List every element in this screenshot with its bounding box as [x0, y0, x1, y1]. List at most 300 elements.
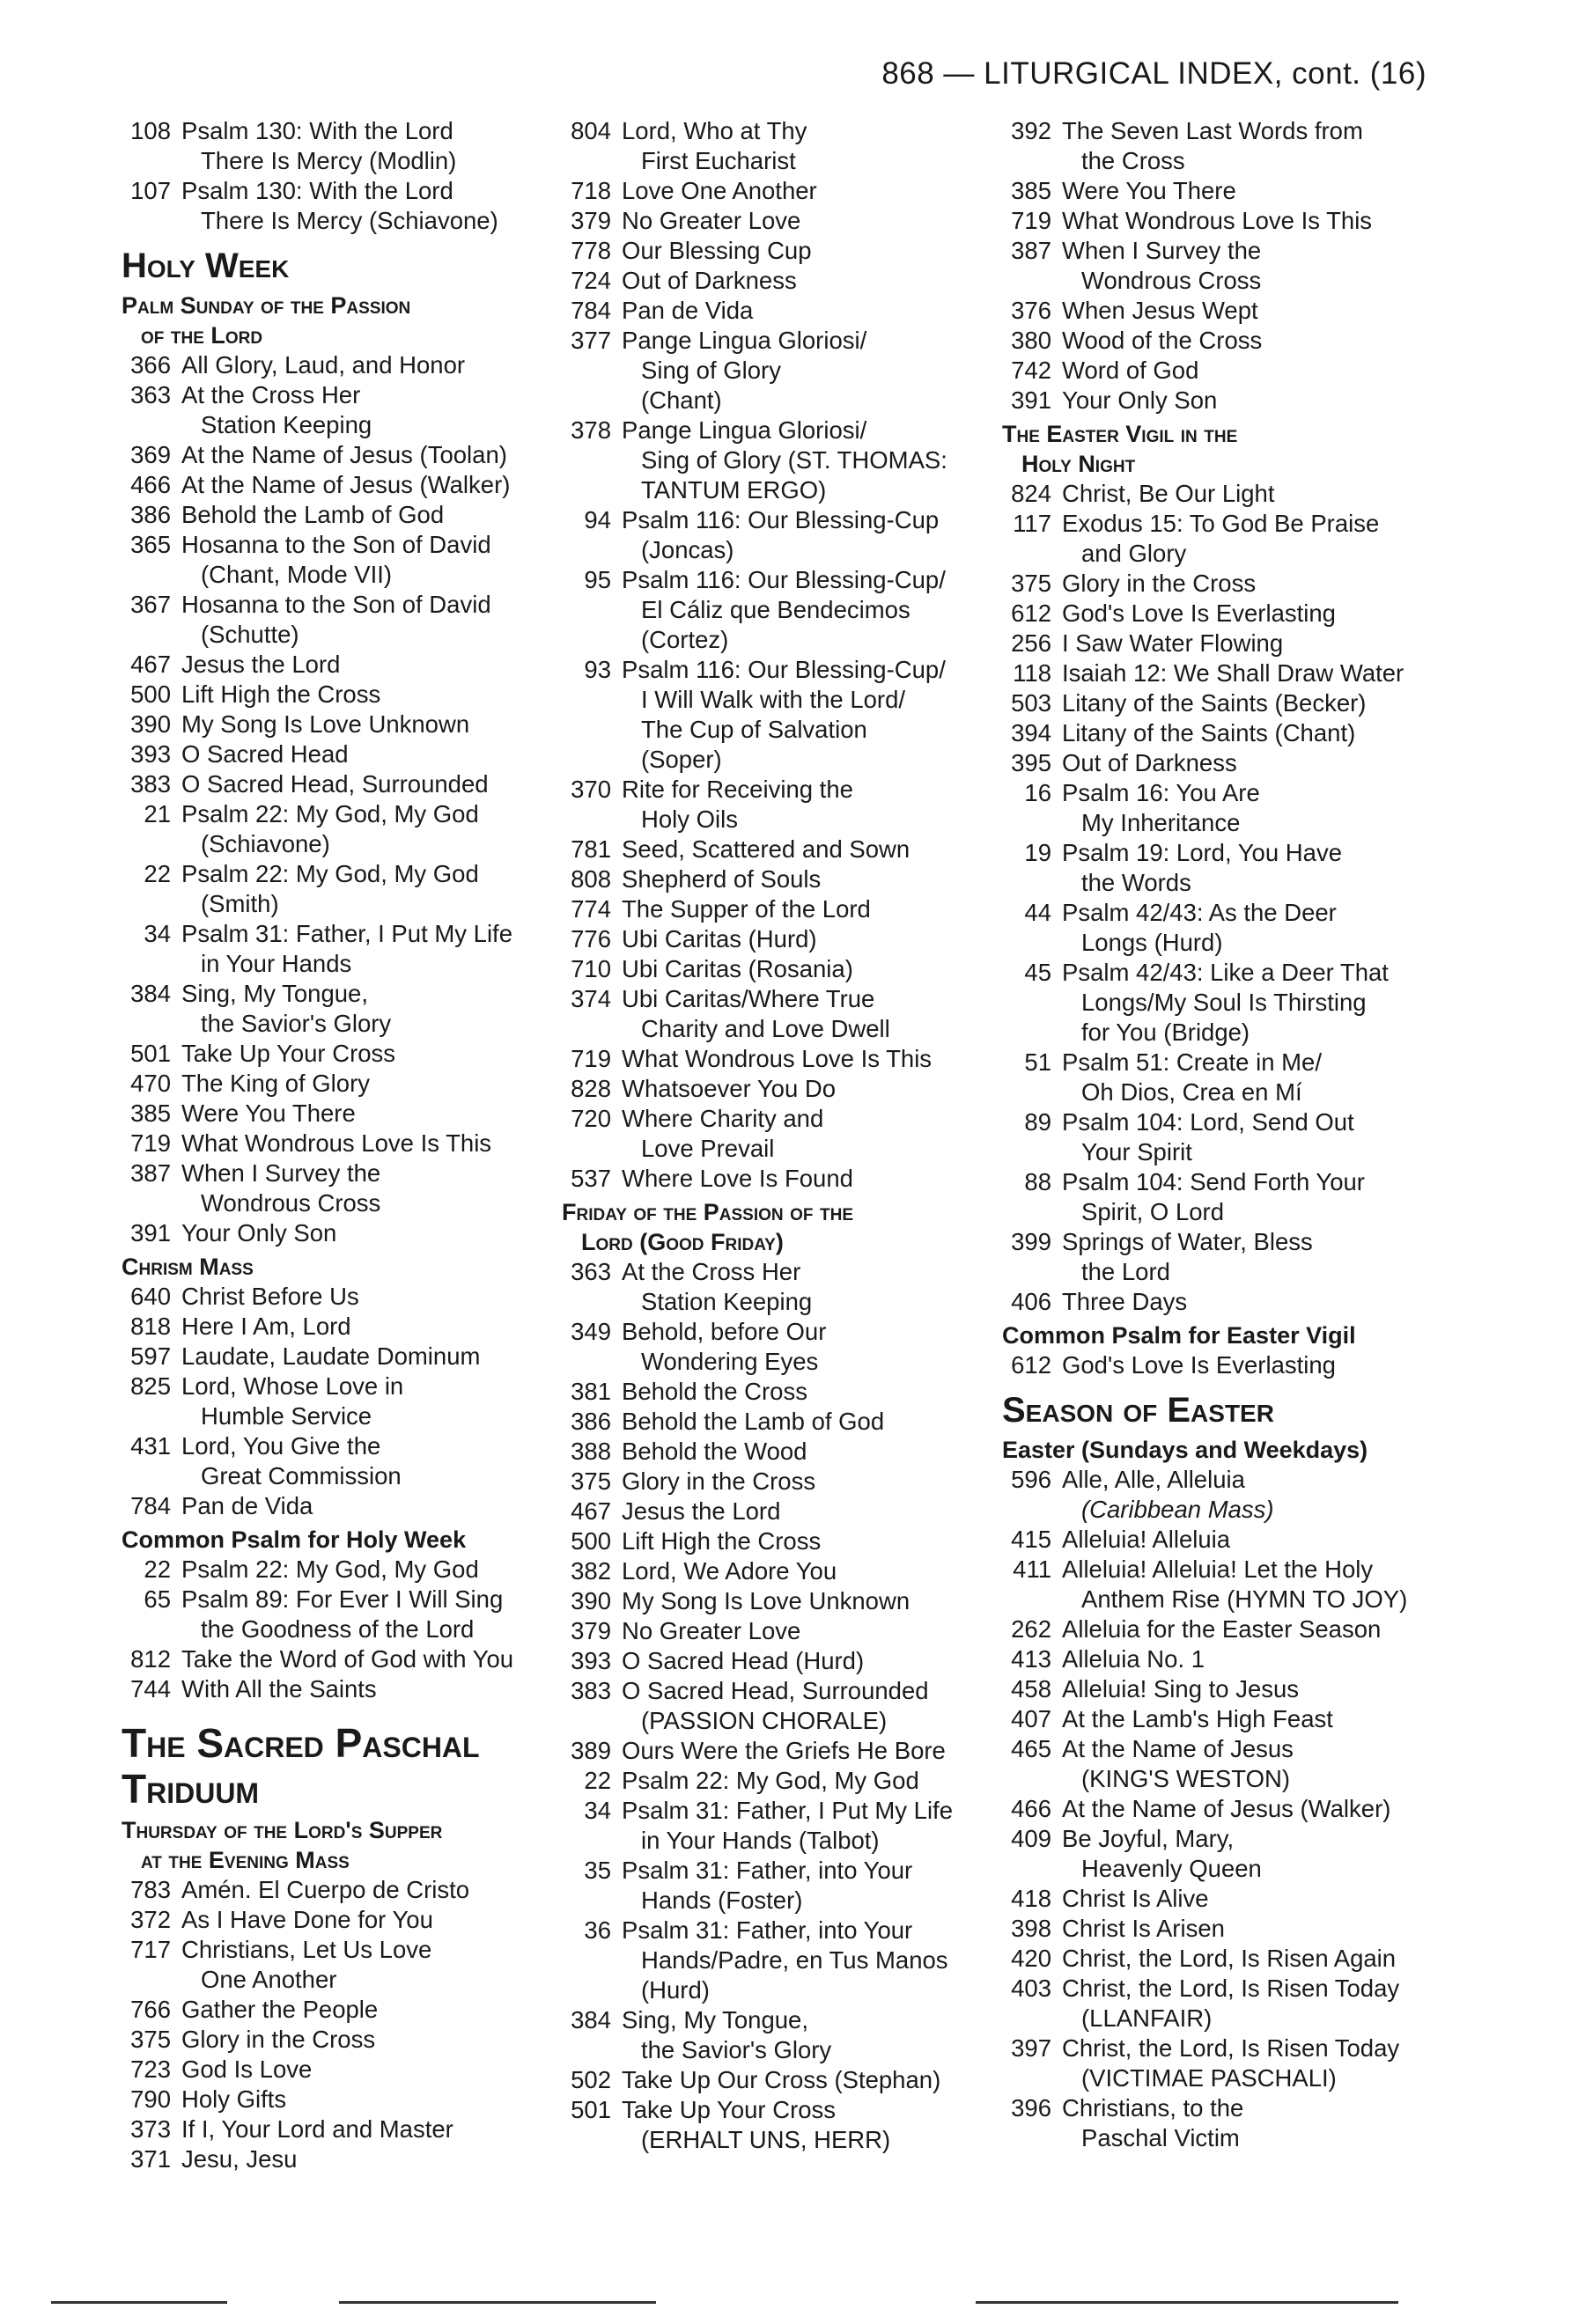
hymn-number: 719 [571, 1045, 611, 1072]
title-line: When Jesus Wept [1062, 297, 1258, 324]
index-entry [562, 1586, 989, 1616]
hymn-number: 776 [571, 925, 611, 952]
title-line: Three Days [1062, 1288, 1188, 1315]
index-entry [1002, 569, 1442, 599]
hymn-number: 781 [571, 835, 611, 863]
hymn-number: 828 [571, 1075, 611, 1102]
hymn-title [622, 565, 989, 655]
hymn-number: 372 [130, 1906, 171, 1933]
hymn-number: 537 [571, 1165, 611, 1192]
hymn-number: 398 [1011, 1915, 1051, 1942]
index-entry [122, 739, 549, 769]
hymn-title [622, 176, 989, 206]
hymn-title [1062, 296, 1442, 326]
title-line: Alleluia! Alleluia! Let the Holy [1062, 1555, 1374, 1583]
title-line: Christ Is Arisen [1062, 1915, 1225, 1942]
hymn-title [622, 1497, 989, 1526]
hymn-title [181, 116, 549, 176]
title-continuation: Humble Service [201, 1402, 372, 1430]
title-line: Psalm 116: Our Blessing-Cup [622, 506, 940, 533]
title-line: All Glory, Laud, and Honor [181, 351, 466, 379]
index-entry [562, 2095, 989, 2155]
title-line: Rite for Receiving the [622, 776, 853, 803]
title-line: Alleluia! Alleluia [1062, 1526, 1231, 1553]
title-line: Lord, You Give the [181, 1432, 381, 1460]
hymn-number: 724 [571, 267, 611, 294]
hymn-number: 399 [1011, 1228, 1051, 1255]
hymn-number: 719 [130, 1129, 171, 1157]
title-continuation: Your Spirit [1081, 1138, 1192, 1166]
title-line: I Saw Water Flowing [1062, 629, 1284, 657]
index-entry [1002, 1884, 1442, 1914]
hymn-number: 108 [130, 117, 171, 144]
title-line: Amén. El Cuerpo de Cristo [181, 1876, 470, 1903]
title-line: God Is Love [181, 2056, 313, 2083]
hymn-number: 373 [130, 2115, 171, 2143]
title-line: Where Love Is Found [622, 1165, 853, 1192]
title-continuation: I Will Walk with the Lord/ [641, 686, 906, 713]
hymn-number: 383 [130, 770, 171, 798]
hymn-title [181, 1342, 549, 1372]
title-continuation: (ERHALT UNS, HERR) [641, 2126, 891, 2153]
title-continuation: One Another [201, 1966, 337, 1993]
index-entry [1002, 296, 1442, 326]
title-continuation: Paschal Victim [1081, 2124, 1240, 2151]
title-line: Behold the Lamb of God [622, 1408, 885, 1435]
hymn-number: 383 [571, 1677, 611, 1704]
hymn-number: 392 [1011, 117, 1051, 144]
index-entry [1002, 1824, 1442, 1884]
index-entry [1002, 176, 1442, 206]
index-entry [562, 1676, 989, 1736]
index-entry [1002, 778, 1442, 838]
title-continuation: Hands (Foster) [641, 1886, 803, 1914]
hymn-number: 812 [130, 1645, 171, 1673]
index-entry [1002, 1107, 1442, 1167]
title-continuation: Anthem Rise (HYMN TO JOY) [1081, 1585, 1408, 1613]
title-continuation: (Chant) [641, 386, 722, 414]
hymn-number: 391 [1011, 386, 1051, 414]
title-line: My Song Is Love Unknown [181, 710, 470, 738]
title-line: The Supper of the Lord [622, 895, 871, 923]
title-line: Take Up Our Cross (Stephan) [622, 2066, 941, 2093]
title-continuation: Heavenly Queen [1081, 1855, 1262, 1882]
title-continuation: the Cross [1081, 147, 1185, 174]
title-line: At the Lamb's High Feast [1062, 1705, 1333, 1732]
index-entry [122, 1935, 549, 1995]
title-continuation: Wondrous Cross [201, 1189, 381, 1217]
hymn-number: 21 [144, 800, 171, 827]
hymn-number: 804 [571, 117, 611, 144]
hymn-title [1062, 2093, 1442, 2153]
hymn-title [181, 650, 549, 680]
hymn-title [622, 1586, 989, 1616]
hymn-number: 470 [130, 1070, 171, 1097]
hymn-number: 501 [571, 2096, 611, 2123]
title-line: Litany of the Saints (Chant) [1062, 719, 1356, 746]
hymn-number: 393 [571, 1647, 611, 1674]
heading-line: The Sacred Paschal [122, 1720, 480, 1766]
title-line: Psalm 89: For Ever I Will Sing [181, 1585, 504, 1613]
index-entry [1002, 1734, 1442, 1794]
title-line: Seed, Scattered and Sown [622, 835, 910, 863]
hymn-number: 387 [130, 1159, 171, 1187]
hymn-title [1062, 1107, 1442, 1167]
hymn-title [622, 2065, 989, 2095]
hymn-number: 502 [571, 2066, 611, 2093]
title-line: When I Survey the [1062, 237, 1262, 264]
footer-rule [976, 2301, 1398, 2304]
title-line: Isaiah 12: We Shall Draw Water [1062, 659, 1404, 687]
hymn-number: 411 [1013, 1555, 1051, 1583]
title-line: If I, Your Lord and Master [181, 2115, 453, 2143]
hymn-title [181, 1431, 549, 1491]
footer-rule [339, 2301, 656, 2304]
title-line: At the Name of Jesus (Walker) [1062, 1795, 1391, 1822]
hymn-title [1062, 1048, 1442, 1107]
hymn-number: 640 [130, 1283, 171, 1310]
hymn-title [181, 1099, 549, 1129]
index-entry [1002, 1704, 1442, 1734]
index-entry [122, 1491, 549, 1521]
footer-rule [51, 2301, 227, 2304]
title-line: Ubi Caritas/Where True [622, 985, 875, 1012]
hymn-title [622, 1736, 989, 1766]
title-line: Psalm 22: My God, My God [181, 860, 479, 887]
hymn-title [622, 1074, 989, 1104]
hymn-title [622, 954, 989, 984]
title-line: Whatsoever You Do [622, 1075, 837, 1102]
title-line: At the Cross Her [181, 381, 361, 408]
hymn-number: 466 [1011, 1795, 1051, 1822]
hymn-title [181, 1282, 549, 1312]
hymn-title [181, 1555, 549, 1585]
index-entry [562, 266, 989, 296]
hymn-title [1062, 176, 1442, 206]
hymn-title [1062, 206, 1442, 236]
hymn-number: 376 [1011, 297, 1051, 324]
title-line: Pange Lingua Gloriosi/ [622, 416, 867, 444]
hymn-title [1062, 898, 1442, 958]
index-column-middle [562, 116, 989, 2155]
hymn-title [1062, 1884, 1442, 1914]
hymn-title [181, 739, 549, 769]
section-heading [122, 1720, 549, 1812]
title-line: Christians, to the [1062, 2094, 1244, 2122]
index-column-right [1002, 116, 1442, 2153]
hymn-title [622, 894, 989, 924]
title-line: God's Love Is Everlasting [1062, 1351, 1336, 1379]
title-continuation: There Is Mercy (Modlin) [201, 147, 457, 174]
index-entry [1002, 236, 1442, 296]
hymn-number: 818 [130, 1313, 171, 1340]
index-entry [122, 1282, 549, 1312]
index-entry [122, 1372, 549, 1431]
title-continuation: (Smith) [201, 890, 279, 917]
hymn-title [181, 979, 549, 1039]
index-entry [122, 590, 549, 650]
hymn-number: 45 [1024, 959, 1051, 986]
hymn-title [181, 919, 549, 979]
hymn-number: 458 [1011, 1675, 1051, 1703]
title-line: No Greater Love [622, 207, 801, 234]
title-continuation: Wondering Eyes [641, 1348, 819, 1375]
hymn-number: 375 [1011, 570, 1051, 597]
title-line: Psalm 42/43: As the Deer [1062, 899, 1337, 926]
title-line: Out of Darkness [622, 267, 797, 294]
hymn-title [622, 1856, 989, 1916]
hymn-number: 19 [1024, 839, 1051, 866]
hymn-title [622, 1556, 989, 1586]
title-line: Take Up Your Cross [181, 1040, 396, 1067]
index-entry [562, 1916, 989, 2005]
index-entry [562, 1437, 989, 1467]
title-line: Christians, Let Us Love [181, 1936, 432, 1963]
hymn-title [181, 769, 549, 799]
hymn-number: 118 [1013, 659, 1051, 687]
hymn-number: 22 [144, 1555, 171, 1583]
index-entry [122, 680, 549, 710]
hymn-number: 467 [130, 651, 171, 678]
hymn-title [622, 775, 989, 835]
title-continuation: and Glory [1081, 540, 1187, 567]
index-entry [122, 1069, 549, 1099]
title-line: At the Name of Jesus [1062, 1735, 1294, 1762]
index-entry [1002, 1555, 1442, 1614]
title-line: Hosanna to the Son of David [181, 531, 491, 558]
hymn-number: 378 [571, 416, 611, 444]
hymn-title [622, 1526, 989, 1556]
hymn-number: 387 [1011, 237, 1051, 264]
hymn-number: 371 [130, 2145, 171, 2173]
index-entry [1002, 1974, 1442, 2034]
index-entry [122, 1905, 549, 1935]
index-entry [1002, 1227, 1442, 1287]
title-line: With All the Saints [181, 1675, 377, 1703]
hymn-title [622, 1467, 989, 1497]
hymn-title [622, 864, 989, 894]
index-entry [562, 1766, 989, 1796]
section-heading [122, 245, 549, 287]
hymn-number: 403 [1011, 1975, 1051, 2002]
hymn-number: 500 [130, 680, 171, 708]
hymn-title [622, 924, 989, 954]
title-line: At the Name of Jesus (Toolan) [181, 441, 507, 468]
hymn-title [622, 2095, 989, 2155]
index-entry [562, 1616, 989, 1646]
hymn-title [181, 1875, 549, 1905]
hymn-number: 431 [130, 1432, 171, 1460]
hymn-title [622, 1044, 989, 1074]
hymn-title [622, 1646, 989, 1676]
index-entry [122, 2085, 549, 2114]
index-entry [1002, 2034, 1442, 2093]
title-line: At the Name of Jesus (Walker) [181, 471, 511, 498]
heading-line: Triduum [122, 1766, 260, 1812]
title-line: Out of Darkness [1062, 749, 1237, 776]
hymn-number: 742 [1011, 357, 1051, 384]
hymn-title [1062, 479, 1442, 509]
hymn-title [181, 1491, 549, 1521]
hymn-title [1062, 1525, 1442, 1555]
index-entry [122, 470, 549, 500]
title-line: Christ, Be Our Light [1062, 480, 1275, 507]
title-continuation: TANTUM ERGO) [641, 476, 827, 504]
title-continuation: (VICTIMAE PASCHALI) [1081, 2064, 1337, 2092]
title-continuation: the Lord [1081, 1258, 1170, 1285]
title-line: Behold, before Our [622, 1318, 827, 1345]
hymn-number: 390 [571, 1587, 611, 1614]
hymn-title [181, 1644, 549, 1674]
index-entry [562, 116, 989, 176]
index-entry [122, 1218, 549, 1248]
title-continuation: First Eucharist [641, 147, 796, 174]
hymn-number: 824 [1011, 480, 1051, 507]
hymn-number: 774 [571, 895, 611, 923]
hymn-number: 778 [571, 237, 611, 264]
title-line: O Sacred Head (Hurd) [622, 1647, 865, 1674]
hymn-number: 413 [1011, 1645, 1051, 1673]
hymn-title [1062, 1614, 1442, 1644]
title-continuation: Spirit, O Lord [1081, 1198, 1225, 1225]
title-line: Glory in the Cross [181, 2026, 376, 2053]
index-entry [122, 1099, 549, 1129]
hymn-title [181, 1069, 549, 1099]
hymn-number: 723 [130, 2056, 171, 2083]
hymn-number: 501 [130, 1040, 171, 1067]
index-entry [562, 894, 989, 924]
index-entry [1002, 599, 1442, 629]
title-line: Psalm 116: Our Blessing-Cup/ [622, 566, 946, 593]
subsection-heading [1002, 1435, 1442, 1465]
hymn-title [622, 296, 989, 326]
index-entry [122, 769, 549, 799]
title-line: Shepherd of Souls [622, 865, 822, 893]
hymn-number: 784 [571, 297, 611, 324]
title-line: Our Blessing Cup [622, 237, 812, 264]
title-continuation: (Schutte) [201, 621, 299, 648]
hymn-title [1062, 629, 1442, 658]
title-line: When I Survey the [181, 1159, 381, 1187]
hymn-title [181, 710, 549, 739]
index-entry [562, 2065, 989, 2095]
index-entry [562, 1467, 989, 1497]
title-line: Lift High the Cross [622, 1527, 822, 1555]
index-entry [122, 500, 549, 530]
hymn-title [622, 984, 989, 1044]
hymn-title [1062, 569, 1442, 599]
hymn-title [181, 1372, 549, 1431]
title-line: Christ Is Alive [1062, 1885, 1209, 1912]
heading-line: Palm Sunday of the Passion [122, 292, 411, 319]
hymn-title [1062, 658, 1442, 688]
index-entry [122, 116, 549, 176]
title-continuation: (Soper) [641, 746, 722, 773]
hymn-title [622, 1317, 989, 1377]
index-entry [122, 2025, 549, 2055]
hymn-number: 719 [1011, 207, 1051, 234]
index-entry [1002, 1525, 1442, 1555]
hymn-title [622, 266, 989, 296]
hymn-title [622, 326, 989, 416]
title-continuation: Oh Dios, Crea en Mí [1081, 1078, 1302, 1106]
index-entry [122, 1312, 549, 1342]
title-line: Exodus 15: To God Be Praise [1062, 510, 1380, 537]
hymn-title [1062, 356, 1442, 386]
index-entry [122, 1158, 549, 1218]
hymn-number: 367 [130, 591, 171, 618]
title-line: The Seven Last Words from [1062, 117, 1363, 144]
index-entry [122, 2055, 549, 2085]
index-entry [562, 1556, 989, 1586]
index-entry [122, 979, 549, 1039]
title-continuation: in Your Hands (Talbot) [641, 1827, 880, 1854]
index-entry [122, 919, 549, 979]
subsection-heading [122, 1525, 549, 1555]
hymn-number: 35 [584, 1857, 611, 1884]
heading-line: Thursday of the Lord's Supper [122, 1817, 443, 1843]
hymn-title [181, 1039, 549, 1069]
title-line: No Greater Love [622, 1617, 801, 1644]
hymn-number: 117 [1013, 510, 1051, 537]
title-continuation: There Is Mercy (Schiavone) [201, 207, 498, 234]
title-continuation: Sing of Glory [641, 357, 781, 384]
hymn-title [622, 1164, 989, 1194]
hymn-title [1062, 2034, 1442, 2093]
title-line: Pange Lingua Gloriosi/ [622, 327, 867, 354]
title-line: Take Up Your Cross [622, 2096, 837, 2123]
hymn-title [1062, 688, 1442, 718]
hymn-title [181, 1585, 549, 1644]
hymn-title [622, 1616, 989, 1646]
hymn-title [181, 1905, 549, 1935]
title-line: Pan de Vida [181, 1492, 313, 1519]
index-entry [122, 799, 549, 859]
title-line: Ubi Caritas (Rosania) [622, 955, 853, 982]
hymn-title [181, 1129, 549, 1158]
index-entry [562, 236, 989, 266]
heading-line: of the Lord [141, 322, 263, 349]
hymn-number: 386 [571, 1408, 611, 1435]
title-line: Christ, the Lord, Is Risen Today [1062, 2034, 1400, 2062]
hymn-title [181, 680, 549, 710]
hymn-number: 420 [1011, 1945, 1051, 1972]
hymn-number: 717 [130, 1936, 171, 1963]
title-line: As I Have Done for You [181, 1906, 433, 1933]
title-line: Holy Gifts [181, 2085, 287, 2113]
title-line: Ours Were the Griefs He Bore [622, 1737, 946, 1764]
hymn-number: 766 [130, 1996, 171, 2023]
title-continuation: (Hurd) [641, 1976, 710, 2004]
index-entry [562, 924, 989, 954]
hymn-title [622, 2005, 989, 2065]
hymn-title [181, 1158, 549, 1218]
hymn-title [622, 206, 989, 236]
index-entry [562, 1526, 989, 1556]
index-entry [562, 864, 989, 894]
title-continuation: Longs (Hurd) [1081, 929, 1223, 956]
title-line: Psalm 31: Father, I Put My Life [622, 1797, 953, 1824]
title-line: Christ, the Lord, Is Risen Again [1062, 1945, 1397, 1972]
title-line: Psalm 104: Lord, Send Out [1062, 1108, 1354, 1136]
hymn-number: 466 [130, 471, 171, 498]
hymn-title [622, 505, 989, 565]
index-entry [122, 380, 549, 440]
index-entry [122, 2114, 549, 2144]
hymn-title [181, 176, 549, 236]
heading-line: Lord (Good Friday) [581, 1229, 784, 1255]
index-entry [562, 775, 989, 835]
